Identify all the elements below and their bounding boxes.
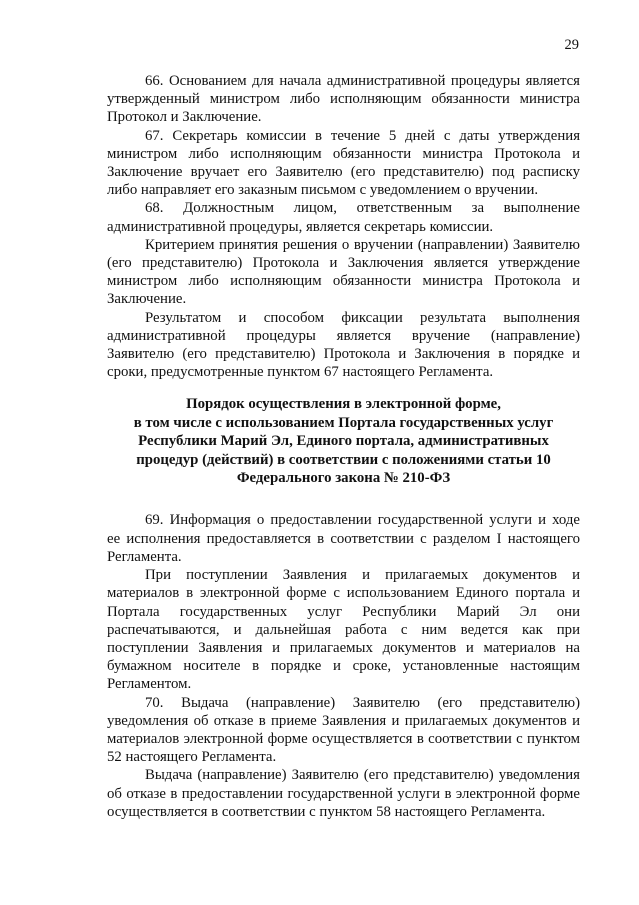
page-content	[107, 72, 580, 821]
heading-line: Федерального закона № 210-ФЗ	[236, 470, 451, 487]
paragraph-70: 70. Выдача (направление) Заявителю (его представителю) уведомления об отказе в приеме Заявления и прилагаемых документов и материалов электронной форме осуществляется в соответствии с пунктом 52 настоящего Регламента.	[107, 694, 580, 766]
paragraph-refusal-notice: Выдача (направление) Заявителю (его представителю) уведомления об отказе в предоставлении государственной услуги в электронной форме осуществляется в соответствии с пунктом 58 настоящего Регламента.	[107, 767, 580, 820]
section-heading	[107, 395, 580, 487]
heading-line: Республики Марий Эл, Единого портала, административных	[138, 433, 549, 450]
heading-line: процедур (действий) в соответствии с положениями статьи 10	[136, 451, 551, 468]
paragraph-66: 66. Основанием для начала административной процедуры является утвержденный министром либо исполняющим обязанности министра Протокол и Заключение.	[107, 73, 580, 126]
paragraph-criterion: Критерием принятия решения о вручении (направлении) Заявителю (его представителю) Протокола и Заключения является утверждение министром либо исполняющим обязанности министра Протокола и Заключение.	[107, 236, 580, 308]
paragraph-68: 68. Должностным лицом, ответственным за выполнение административной процедуры, является секретарь комиссии.	[107, 200, 580, 235]
paragraph-result: Результатом и способом фиксации результата выполнения административной процедуры является вручение (направление) Заявителю (его представителю) Протокола и Заключения в порядке и сроки, предусмотренные пунктом 67 настоящего Регламента.	[107, 309, 580, 381]
paragraph-electronic-receipt: При поступлении Заявления и прилагаемых документов и материалов в электронной форме с использованием Единого портала и Портала государственных услуг Республики Марий Эл они распечатываются, и дальнейшая работа с ним ведется как при поступлении Заявления и прилагаемых документов и материалов на бумажном носителе в порядке и сроке, установленные настоящим Регламентом.	[107, 567, 580, 693]
heading-line: Порядок осуществления в электронной форме,	[186, 396, 501, 413]
page-number: 29	[564, 37, 579, 53]
heading-line: в том числе с использованием Портала государственных услуг	[133, 414, 554, 431]
paragraph-69: 69. Информация о предоставлении государственной услуги и ходе ее исполнения предоставляется в соответствии с разделом I настоящего Регламента.	[107, 512, 580, 565]
paragraph-67: 67. Секретарь комиссии в течение 5 дней с даты утверждения министром либо исполняющим обязанности министра Протокола и Заключение вручает его Заявителю (его представителю) под расписку либо направляет его заказным письмом с уведомлением о вручении.	[107, 127, 580, 199]
